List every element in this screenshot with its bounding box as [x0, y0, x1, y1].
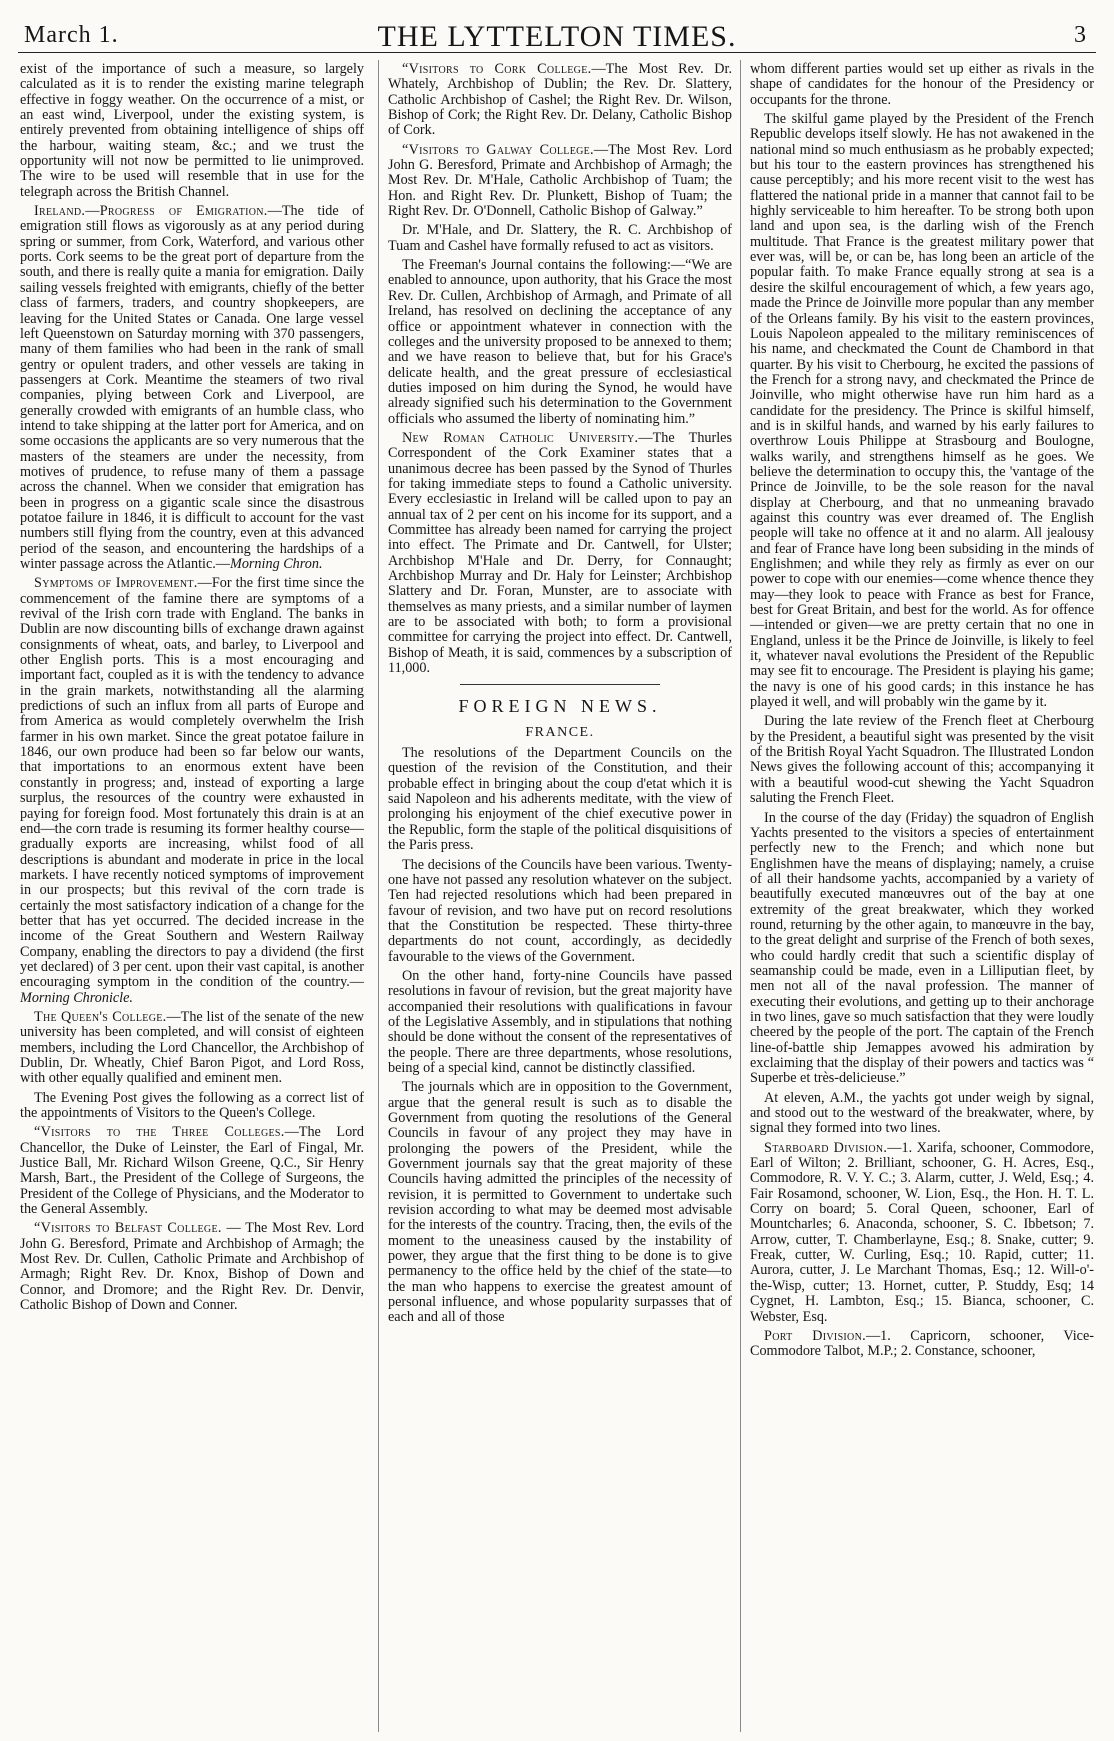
three-colleges-paragraph: [20, 1125, 364, 1217]
queens-college-article: [20, 1010, 364, 1087]
france-paragraph-3: On the other hand, forty-nine Councils have passed resolutions in favour of revision, but the great majority have accompanied their resolutions with qualifications in favour of the Legislative Assembly, and in stipulations that nothing should be done without the consent of the representatives of the people. There are three departments, whose resolutions, being of a special kind, cannot be distinctly classified.: [388, 967, 732, 1076]
column-1: [20, 62, 364, 1732]
ireland-source: Morning Chron.: [230, 556, 323, 572]
column-2: [388, 62, 732, 1732]
column-3: [750, 62, 1094, 1732]
foreign-news-section: [388, 696, 732, 740]
france-paragraph-2: The decisions of the Councils have been various. Twenty-one have not passed any resolution whatever on the subject. Ten had rejected resolutions which had been prepared in favour of revision, and two have put on record resolutions that the Constitution be respected. These thirty-three departments do not count, accordingly, as decidedly favourable to the views of the Government.: [388, 856, 732, 965]
president-game-paragraph: The skilful game played by the President of the French Republic develops itself slowly. He has not awakened in the national mind so much enthusiasm as he probably expected; but his tour to the eastern provinces has strengthened his cause perceptibly; and his more recent visit to the west has flattered the national pride in a manner that cannot fail to be highly serviceable to him hereafter. To be strong both upon land and upon sea, is the darling wish of the French multitude. That France is the greatest military power that ever was, will be, or can be, has long been an article of the popular faith. To make France equally strong at sea is a desire the skilful encouragement of which, a few years ago, made the Prince de Joinville more popular than any member of the Orleans family. By his visit to the eastern provinces, Louis Napoleon appealed to the military reminiscences of his name, and checkmated the Count de Chambord in that quarter. By his visit to Cherbourg, he excited the passions of the French for a strong navy, and checkmated the Prince de Joinville, who might otherwise have run him hard as a candidate for the presidency. The Prince is skilful himself, and is in skilful hands, and warned by his early failures to overthrow Louis Philippe at Strasbourg and Boulogne, walks warily, and strengthens himself as he goes. We believe the determination to occupy this, the 'vantage of the Prince de Joinville, to be the sole reason for the naval display at Cherbourg, and that no unmeaning bravado against this country was ever dreamed of. The English people will take no offence at it and no alarm. All jealousy and fear of France have long been subsiding in the minds of Englishmen; and while they rely as firmly as ever on our power to cope with our enemies—come whence thence they may—they look to peace with France as best for France, best for Great Britain, and best for the world. As for offence—intended or given—we are pretty certain that no one in England, unless it be the Prince de Joinville, is likely to feel it, whatever naval evolutions the President of the Republic may see fit to encourage. The President is playing his game; the navy is one of his good cards; in this instance he has played it well, and will probably win the game by it.: [750, 111, 1094, 711]
yachts-weigh-paragraph: At eleven, A.M., the yachts got under weigh by signal, and stood out to the westward of the breakwater, where, by signal they formed into two lines.: [750, 1089, 1094, 1137]
section-divider: [460, 684, 660, 685]
symptoms-heading: Symptoms of Improvement.: [34, 575, 198, 592]
newspaper-title: THE LYTTELTON TIMES.: [377, 20, 737, 53]
symptoms-body: —For the first time since the commencement of the famine there are symptoms of a revival of the Irish corn trade with England. The banks in Dublin are now discounting bills of exchange drawn against consignments of wheat, oats, and barley, to Liverpool and other English ports. This is a most encouraging and important fact, coupled as it is with the tendency to advance in the grain markets, notwithstanding all the alarming predictions of such an influx from all parts of Europe and from America as would completely overwhelm the Irish farmer in his own market. Since the great potatoe failure in 1846, our own produce had been so far below our wants, that importations to an enormous extent have been constantly in progress; and, instead of exporting a large surplus, the resources of the country were exhausted in paying for foreign food. Most fortunately this drain is at an end—the corn trade is resuming its former healthy course—gradually exports are increasing, whilst food of all descriptions is abundant and moderate in price in the local markets. I have recently noticed symptoms of improvement in our prospects; but this revival of the corn trade is certainly the most satisfactory indication of a change for the better that has yet occurred. The decided increase in the income of the Great Southern and Western Railway Company, enabling the directors to pay a dividend (the first yet declared) of 3 per cent. upon their vast capital, is another encouraging symptom in the condition of the country.—: [20, 575, 364, 991]
article-columns: [20, 62, 1094, 1732]
three-colleges-heading: “Visitors to the Three Colleges.: [34, 1124, 285, 1141]
belfast-college-heading: “Visitors to Belfast College.: [34, 1220, 222, 1237]
belfast-college-body: — The Most Rev. Lord John G. Beresford, Primate and Archbishop of Armagh; the Most Rev. Dr. Cullen, Catholic Primate and Archbishop of Armagh; Right Rev. Dr. Knox, Bishop of Down and Connor, and Dromore; and the Right Rev. Dr. Denvir, Catholic Bishop of Down and Conner.: [20, 1220, 364, 1314]
port-division-paragraph: [750, 1329, 1094, 1360]
page-number: 3: [1074, 22, 1086, 48]
mchale-paragraph: Dr. M'Hale, and Dr. Slattery, the R. C. Archbishop of Tuam and Cashel have formally refused to act as visitors.: [388, 222, 732, 254]
france-paragraph-4: The journals which are in opposition to the Government, argue that the general result is such as to disable the Government from quoting the resolutions of the General Councils in favour of any project they may have in prolonging the powers of the President, while the Government journals say that the great majority of these Councils having admitted the principles of the necessity of revision, it is permitted to Government to undertake such revision according to what may be deemed most advisable for the interests of the country. Tracing, then, the evils of the moment to the uneasiness caused by the instability of power, they argue that the first thing to be done is to give permanency to the office held by the chief of the state—to the man who happens to exercise the greatest amount of personal influence, and whose popularity surpasses that of each and all of those: [388, 1079, 732, 1326]
telegraph-paragraph: exist of the importance of such a measure, so largely calculated as it is to render the existing marine telegraph effective in foggy weather. On the occurrence of a mist, or an east wind, Liverpool, under the existing system, is entirely prevented from obtaining intelligence of ships off the harbour, waiting steam, &c.; and we trust the opportunity will not now be permitted to lie unimproved. The wire to be used will resemble that in use for the telegraph across the British Channel.: [20, 62, 364, 200]
belfast-college-paragraph: [20, 1221, 364, 1313]
starboard-division-body: —1. Xarifa, schooner, Commodore, Earl of Wilton; 2. Brilliant, schooner, G. H. Acres, Esq., Commodore, R. V. Y. C.; 3. Alarm, cutter, J. Weld, Esq.; 4. Fair Rosamond, schooner, W. Lion, Esq., the Hon. H. T. L. Corry on board; 5. Coral Queen, schooner, Earl of Mountcharles; 6. Anaconda, schooner, S. C. Ibbetson; 7. Arrow, cutter, T. Chamberlayne, Esq.; 8. Snake, cutter; 9. Freak, cutter, W. Curling, Esq.; 10. Rapid, cutter; 11. Aurora, cutter, J. Le Marchant Thomas, Esq.; 12. Will-o'-the-Wisp, cutter; 13. Hornet, cutter, P. Studdy, Esq; 14 Cygnet, H. Lambton, Esq.; 15. Bianca, schooner, C. Webster, Esq.: [750, 1139, 1094, 1325]
queens-college-heading: The Queen's College.: [34, 1008, 167, 1025]
port-division-heading: Port Division.: [764, 1327, 866, 1344]
ireland-heading: Ireland.—Progress of Emigration.: [34, 203, 268, 220]
foreign-news-heading: FOREIGN NEWS.: [458, 696, 662, 717]
starboard-division-heading: Starboard Division.: [764, 1139, 888, 1156]
cork-college-heading: “Visitors to Cork College.: [402, 62, 592, 77]
galway-college-heading: “Visitors to Galway College.: [402, 141, 594, 158]
presidency-paragraph: whom different parties would set up either as rivals in the shape of candidates for the honour of the Presidency or occupants for the throne.: [750, 62, 1094, 108]
queens-college-body: —The list of the senate of the new university has been completed, and will consist of eighteen members, including the Lord Chancellor, the Archbishop of Dublin, Dr. Wheatly, Chief Baron Pigot, and Lord Ross, with other equally qualified and eminent men.: [20, 1008, 364, 1087]
symptoms-article: [20, 576, 364, 1006]
cherbourg-review-paragraph: During the late review of the French fleet at Cherbourg by the President, a beautiful sight was presented by the visit of the British Royal Yacht Squadron. The Illustrated London News gives the following account of this; accompanying it with a beautiful wood-cut shewing the Yacht Squadron saluting the French Fleet.: [750, 713, 1094, 807]
port-division-body: —1. Capricorn, schooner, Vice-Commodore Talbot, M.P.; 2. Constance, schooner,: [750, 1327, 1094, 1360]
masthead-rule: [18, 52, 1096, 53]
freemans-journal-paragraph: The Freeman's Journal contains the following:—“We are enabled to announce, upon authority, that his Grace the most Rev. Dr. Cullen, Archbishop of Armagh, and Primate of all Ireland, has resolved on declining the acceptance of any office or appointment whatever in connection with the colleges and the university proposed to be annexed to them; and we have reason to believe that, but for his Grace's delicate health, and the great pressure of ecclesiastical duties imposed on him during the Synod, he would have already signified such his determination to the Government officials who assumed the liberty of nominating him.”: [388, 257, 732, 427]
catholic-university-body: —The Thurles Correspondent of the Cork Examiner states that a unanimous decree has been passed by the Synod of Thurles for taking immediate steps to found a Catholic university. Every ecclesiastic in Ireland will be called upon to pay an annual tax of 2 per cent on his income for its support, and a Committee has already been named for carrying the project into effect. The Primate and Dr. Cantwell, for Ulster; Archbishop M'Hale and Dr. Derry, for Connaught; Archbishop Murray and Dr. Haly for Leinster; Archbishop Slattery and Dr. Foran, Munster, are to associate with themselves as many priests, and a similar number of laymen are to be associated with both; to form a provisional committee for carrying the project into effect. Dr. Cantwell, Bishop of Meath, it is said, commences by a subscription of 11,000.: [388, 429, 732, 677]
cork-college-body: —The Most Rev. Dr. Whately, Archbishop of Dublin; the Rev. Dr. Slattery, Catholic Archbishop of Cashel; the Right Rev. Dr. Wilson, Bishop of Cork; the Right Rev. Dr. Delany, Catholic Bishop of Cork.: [388, 62, 732, 139]
galway-college-body: —The Most Rev. Lord John G. Beresford, Primate and Archbishop of Armagh; the Most Rev. Dr. M'Hale, Catholic Archbishop of Tuam; the Hon. and Right Rev. Dr. Plunkett, Bishop of Tuam; the Right Rev. Dr. O'Donnell, Catholic Bishop of Galway.”: [388, 141, 732, 220]
catholic-university-article: [388, 431, 732, 677]
starboard-division-paragraph: [750, 1141, 1094, 1325]
galway-college-paragraph: [388, 143, 732, 220]
ireland-body: —The tide of emigration still flows as vigorously as at any period during spring or summer, from Cork, Waterford, and various other ports. Cork seems to be the great port of departure from the south, and there is really quite a mania for emigration. Daily sailing vessels freighted with emigrants, chiefly of the better class of farmers, traders, and country shopkeepers, are leaving for the United States or Canada. One large vessel left Queenstown on Saturday morning with 370 passengers, many of them families who had been in the rank of small gentry or opulent traders, and other vessels are taking in passengers at Cork. Meantime the steamers of two rival companies, plying between Cork and Liverpool, are generally crowded with emigrants of an humble class, who intend to take shipping at the latter port for America, and on some occasions the applicants are so very numerous that the masters of the steamers are under the necessity, from motives of prudence, to refuse many of them a passage across the channel. When we consider that emigration has been in progress on a gigantic scale since the disastrous potatoe failure in 1846, it is difficult to account for the vast numbers still flying from the country, even at this advanced period of the season, and encountering the hardships of a winter passage across the Atlantic.—: [20, 203, 364, 572]
ireland-article: [20, 204, 364, 572]
english-yachts-paragraph: In the course of the day (Friday) the squadron of English Yachts presented to the visitors a species of entertainment perfectly new to the French; and which none but Englishmen have the means of displaying; namely, a cruise of all their handsome yachts, accompanied by a variety of beautifully executed manœuvres out of the bay at one extremity of the great breakwater, which they worked round, returning by the other again, to manœuvre in the bay, to the great delight and surprise of the French of both sexes, who could hardly credit that such a scientific display of seamanship could be made, even in a Lilliputian fleet, by men not all of the naval profession. The manner of executing their evolutions, and getting up to their anchorage in two lines, gave so much satisfaction that they were loudly cheered by the people of the port. The captain of the French line-of-battle ship Jemappes avowed his admiration by exclaiming that the display of their powers and tactics was “ Superbe et très-delicieuse.”: [750, 809, 1094, 1087]
evening-post-paragraph: The Evening Post gives the following as a correct list of the appointments of Visitors to the Queen's College.: [20, 1089, 364, 1122]
three-colleges-body: —The Lord Chancellor, the Duke of Leinster, the Earl of Fingal, Mr. Justice Ball, Mr. Richard Wilson Greene, Q.C., Sir Henry Marsh, Bart., the President of the College of Surgeons, the President of the College of Physicians, and the Moderator to the General Assembly.: [20, 1124, 364, 1218]
catholic-university-heading: New Roman Catholic University.: [402, 429, 639, 446]
symptoms-source: Morning Chronicle.: [20, 989, 133, 1006]
cork-college-paragraph: [388, 62, 732, 139]
france-paragraph-1: The resolutions of the Department Councils on the question of the revision of the Constitution, and their probable effect in bringing about the coup d'etat which it is said Napoleon and his adherents meditate, with the view of prolonging his enjoyment of the chief executive power in the Republic, form the staple of the political disquisitions of the Paris press.: [388, 745, 732, 854]
issue-date: March 1.: [24, 22, 119, 48]
france-heading: FRANCE.: [525, 724, 595, 740]
